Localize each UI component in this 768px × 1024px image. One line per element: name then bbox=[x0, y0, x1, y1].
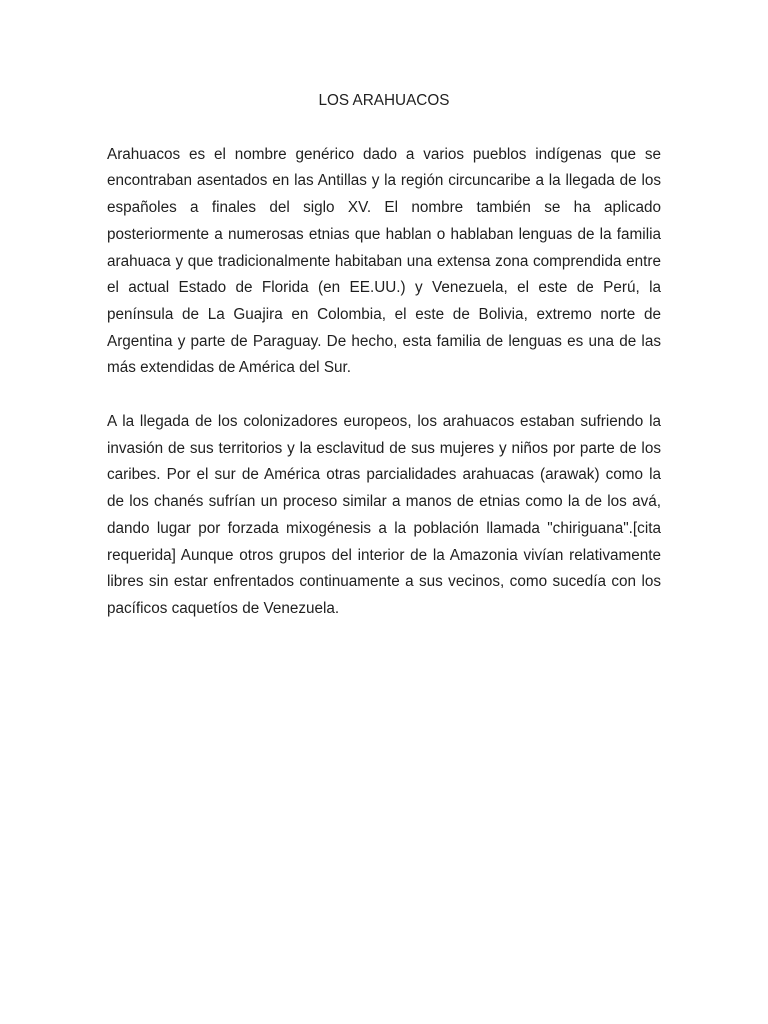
paragraph-1: Arahuacos es el nombre genérico dado a varios pueblos indígenas que se encontraban asentados en las Antillas y la región circuncaribe a la llegada de los españoles a finales del siglo XV. El nombre también se ha aplicado posteriormente a numerosas etnias que hablan o hablaban lenguas de la familia arahuaca y que tradicionalmente habitaban una extensa zona comprendida entre el actual Estado de Florida (en EE.UU.) y Venezuela, el este de Perú, la península de La Guajira en Colombia, el este de Bolivia, extremo norte de Argentina y parte de Paraguay. De hecho, esta familia de lenguas es una de las más extendidas de América del Sur. bbox=[107, 145, 661, 377]
document-title: LOS ARAHUACOS bbox=[318, 92, 450, 109]
document-body bbox=[107, 88, 661, 650]
paragraph-2: A la llegada de los colonizadores europeos, los arahuacos estaban sufriendo la invasión de sus territorios y la esclavitud de sus mujeres y niños por parte de los caribes. Por el sur de América otras parcialidades arahuacas (arawak) como la de los chanés sufrían un proceso similar a manos de etnias como la de los avá, dando lugar por forzada mixogénesis a la población llamada "chiriguana".[cita requerida] Aunque otros grupos del interior de la Amazonia vivían relativamente libres sin estar enfrentados continuamente a sus vecinos, como sucedía con los pacíficos caquetíos de Venezuela. bbox=[107, 413, 661, 617]
